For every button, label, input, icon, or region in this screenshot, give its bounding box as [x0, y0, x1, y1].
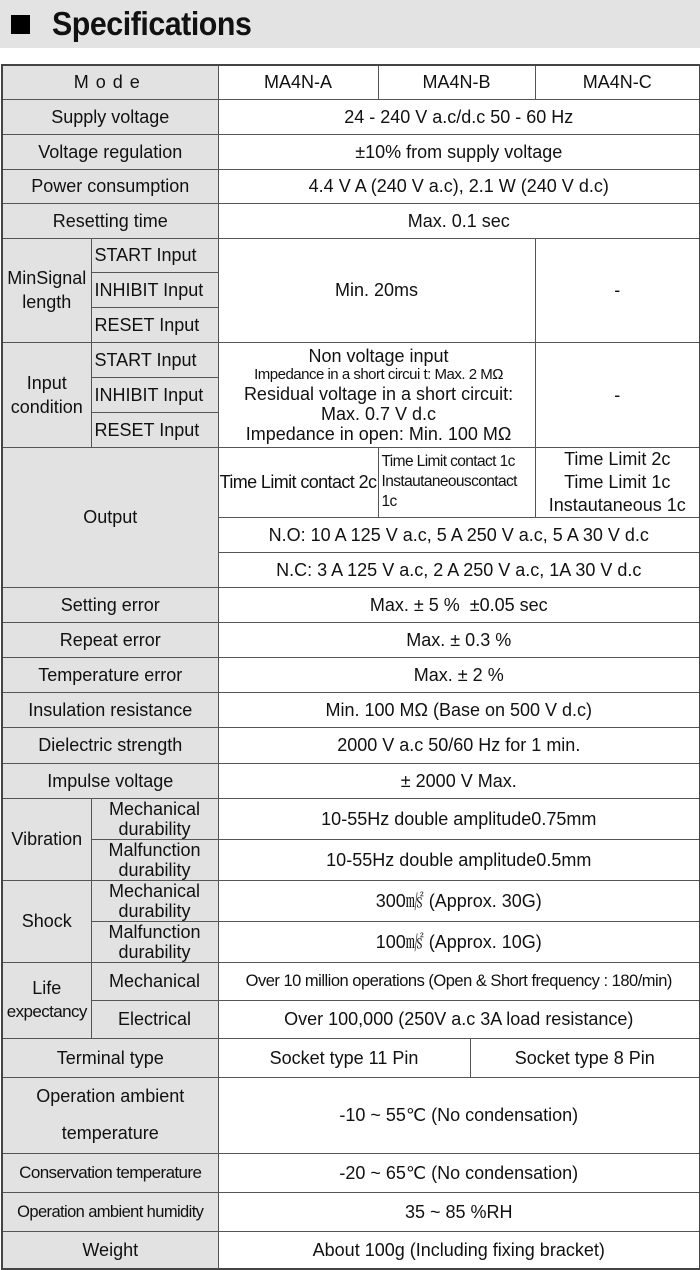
label-line: durability	[118, 859, 191, 880]
table-row	[2, 1077, 700, 1153]
row-label: Dielectric strength	[2, 727, 218, 763]
label-line: MinSignal	[7, 268, 87, 288]
output-b	[378, 447, 535, 517]
black-square-icon	[11, 15, 30, 34]
table-row	[2, 880, 700, 921]
output-line: Time Limit 2c	[564, 448, 671, 469]
table-row	[2, 921, 700, 962]
sub-label	[91, 921, 218, 962]
table-row	[2, 839, 700, 880]
table-row	[2, 587, 700, 622]
table-row	[2, 169, 700, 203]
table-row	[2, 798, 700, 839]
output-a: Time Limit contact 2c	[218, 447, 378, 517]
condition-line: Residual voltage in a short circuit:	[243, 383, 514, 404]
row-value: Min. 100 MΩ (Base on 500 V d.c)	[218, 692, 700, 727]
row-label	[2, 1077, 218, 1153]
label-line: Life	[32, 978, 62, 998]
life-expectancy-label	[2, 962, 91, 1038]
row-label: Setting error	[2, 587, 218, 622]
output-nc: N.C: 3 A 125 V a.c, 2 A 250 V a.c, 1A 30 V d.c	[218, 552, 700, 587]
row-value: 4.4 V A (240 V a.c), 2.1 W (240 V d.c)	[218, 169, 700, 203]
row-value: Over 100,000 (250V a.c 3A load resistance)	[218, 1000, 700, 1038]
specifications-table	[1, 64, 700, 1270]
row-label: Voltage regulation	[2, 134, 218, 169]
row-value: Max. 0.1 sec	[218, 203, 700, 238]
table-row	[2, 1231, 700, 1269]
row-label: Weight	[2, 1231, 218, 1269]
output-line: Time Limit 1c	[564, 471, 671, 492]
sub-label: START Input	[91, 342, 218, 377]
table-row	[2, 447, 700, 517]
row-value: Over 10 million operations (Open & Short frequency : 180/min)	[218, 962, 700, 1000]
row-label: Conservation temperature	[2, 1153, 218, 1192]
row-label: Power consumption	[2, 169, 218, 203]
sub-label: INHIBIT Input	[91, 377, 218, 412]
row-value: Max. ± 2 %	[218, 657, 700, 692]
output-line: 1c	[381, 493, 397, 510]
vibration-label: Vibration	[2, 798, 91, 880]
min-signal-value-c: -	[535, 238, 700, 342]
row-value: 2000 V a.c 50/60 Hz for 1 min.	[218, 727, 700, 763]
sub-label	[91, 880, 218, 921]
output-no: N.O: 10 A 125 V a.c, 5 A 250 V a.c, 5 A 30 V d.c	[218, 517, 700, 552]
table-row	[2, 962, 700, 1000]
page-title: Specifications	[52, 5, 252, 42]
label-line: length	[22, 292, 72, 312]
table-row	[2, 134, 700, 169]
table-row	[2, 1000, 700, 1038]
row-value: 10-55Hz double amplitude0.75mm	[218, 798, 700, 839]
sub-label	[91, 839, 218, 880]
table-row	[2, 1153, 700, 1192]
output-line: Instautaneous 1c	[548, 494, 686, 515]
sub-label: Mechanical	[91, 962, 218, 1000]
output-c	[535, 447, 700, 517]
table-row	[2, 622, 700, 657]
table-row	[2, 238, 700, 272]
output-line: Time Limit contact 1c	[381, 453, 515, 470]
label-line: Mechanical	[108, 880, 201, 901]
label-line: condition	[10, 396, 83, 417]
sub-label: INHIBIT Input	[91, 272, 218, 307]
table-row	[2, 763, 700, 798]
row-value: 24 - 240 V a.c/d.c 50 - 60 Hz	[218, 99, 700, 134]
condition-line: Max. 0.7 V d.c	[320, 403, 437, 424]
output-line: Instautaneouscontact	[381, 473, 517, 490]
table-row	[2, 692, 700, 727]
table-row	[2, 99, 700, 134]
table-row	[2, 203, 700, 238]
min-signal-label	[2, 238, 91, 342]
label-line: Malfunction	[108, 839, 201, 860]
condition-line: Impedance in open: Min. 100 MΩ	[245, 423, 512, 444]
row-value: 10-55Hz double amplitude0.5mm	[218, 839, 700, 880]
row-value: Max. ± 5 % ±0.05 sec	[218, 587, 700, 622]
row-label: Insulation resistance	[2, 692, 218, 727]
input-condition-value-c: -	[535, 342, 700, 447]
row-value: ±10% from supply voltage	[218, 134, 700, 169]
condition-line: Non voltage input	[308, 345, 449, 366]
label-line: Mechanical	[108, 798, 201, 819]
row-value: -10 ~ 55℃ (No condensation)	[218, 1077, 700, 1153]
sub-label: RESET Input	[91, 412, 218, 447]
row-label: Repeat error	[2, 622, 218, 657]
row-label: Supply voltage	[2, 99, 218, 134]
label-line: durability	[118, 900, 191, 921]
label-line: durability	[118, 818, 191, 839]
label-line: expectancy	[6, 1002, 87, 1021]
row-value: 300㎨ (Approx. 30G)	[218, 880, 700, 921]
sub-label: Electrical	[91, 1000, 218, 1038]
terminal-c-value: Socket type 8 Pin	[470, 1038, 700, 1077]
model-b-header: MA4N-B	[378, 65, 535, 99]
terminal-ab-value: Socket type 11 Pin	[218, 1038, 470, 1077]
input-condition-value	[218, 342, 535, 447]
label-line: Malfunction	[108, 921, 201, 942]
condition-line: Impedance in a short circui t: Max. 2 MΩ	[254, 365, 503, 383]
table-row-mode	[2, 65, 700, 99]
row-value: 35 ~ 85 %RH	[218, 1192, 700, 1231]
row-label: Temperature error	[2, 657, 218, 692]
row-label: Operation ambient humidity	[2, 1192, 218, 1231]
table-row	[2, 1038, 700, 1077]
model-c-header: MA4N-C	[535, 65, 700, 99]
label-line: durability	[118, 941, 191, 962]
row-label: Terminal type	[2, 1038, 218, 1077]
row-value: About 100g (Including fixing bracket)	[218, 1231, 700, 1269]
row-value: 100㎨ (Approx. 10G)	[218, 921, 700, 962]
section-header	[0, 0, 700, 48]
output-label: Output	[2, 447, 218, 587]
row-value: ± 2000 V Max.	[218, 763, 700, 798]
min-signal-value: Min. 20ms	[218, 238, 535, 342]
row-label: Impulse voltage	[2, 763, 218, 798]
model-a-header: MA4N-A	[218, 65, 378, 99]
mode-label: Mode	[2, 65, 218, 99]
row-value: Max. ± 0.3 %	[218, 622, 700, 657]
table-row	[2, 342, 700, 377]
shock-label: Shock	[2, 880, 91, 962]
sub-label	[91, 798, 218, 839]
row-label: Resetting time	[2, 203, 218, 238]
label-line: Input	[26, 372, 67, 393]
sub-label: RESET Input	[91, 307, 218, 342]
row-value: -20 ~ 65℃ (No condensation)	[218, 1153, 700, 1192]
table-row	[2, 1192, 700, 1231]
table-row	[2, 657, 700, 692]
input-condition-label	[2, 342, 91, 447]
sub-label: START Input	[91, 238, 218, 272]
table-row	[2, 727, 700, 763]
label-line: Operation ambient	[36, 1086, 185, 1106]
label-line: temperature	[61, 1123, 159, 1143]
